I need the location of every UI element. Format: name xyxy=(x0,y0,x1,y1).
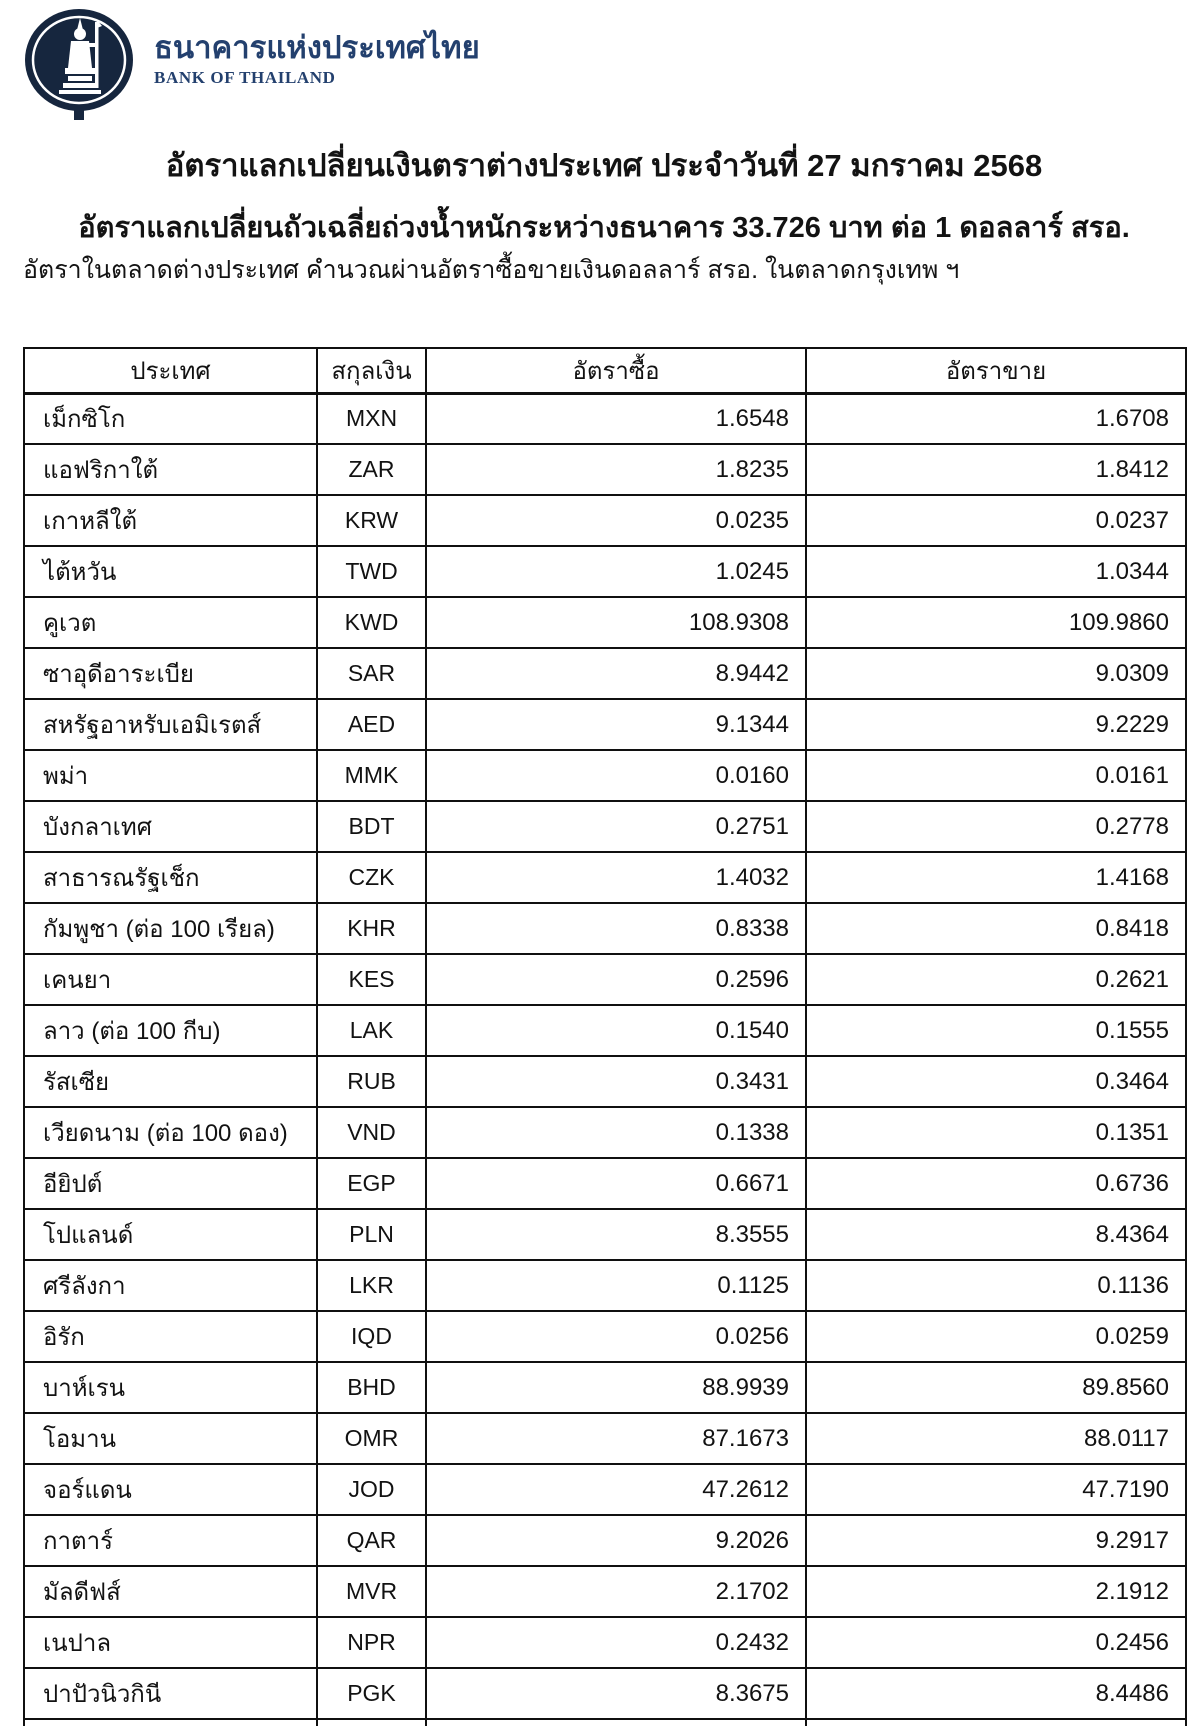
table-row xyxy=(24,444,1186,495)
table-row xyxy=(24,1362,1186,1413)
currency-code-cell: BDT xyxy=(317,801,426,852)
country-cell: มัลดีฟส์ xyxy=(24,1566,317,1617)
table-row xyxy=(24,852,1186,903)
currency-code-cell: KES xyxy=(317,954,426,1005)
sell-rate-cell: 109.9860 xyxy=(806,597,1186,648)
rate-table-header xyxy=(24,348,1186,393)
table-row xyxy=(24,954,1186,1005)
currency-code-cell: JOD xyxy=(317,1464,426,1515)
buy-rate-cell: 1.6548 xyxy=(426,393,806,444)
currency-code-cell: MVR xyxy=(317,1566,426,1617)
table-row xyxy=(24,699,1186,750)
country-cell: คูเวต xyxy=(24,597,317,648)
country-cell: ไต้หวัน xyxy=(24,546,317,597)
currency-code-cell: PLN xyxy=(317,1209,426,1260)
table-row xyxy=(24,1515,1186,1566)
brand-header xyxy=(22,8,480,125)
table-row xyxy=(24,1311,1186,1362)
currency-code-cell: AED xyxy=(317,699,426,750)
table-row xyxy=(24,801,1186,852)
sell-rate-cell: 1.4168 xyxy=(806,852,1186,903)
currency-column-header: สกุลเงิน xyxy=(317,348,426,393)
currency-code-cell: IQD xyxy=(317,1311,426,1362)
buy-rate-column-header: อัตราซื้อ xyxy=(426,348,806,393)
table-row xyxy=(24,495,1186,546)
sell-rate-cell: 8.4486 xyxy=(806,1668,1186,1719)
sell-rate-cell: 1.6708 xyxy=(806,393,1186,444)
country-cell: เวียดนาม (ต่อ 100 ดอง) xyxy=(24,1107,317,1158)
sell-rate-cell: 0.3464 xyxy=(806,1056,1186,1107)
country-cell: เนปาล xyxy=(24,1617,317,1668)
rate-table-body xyxy=(24,393,1186,1726)
sell-rate-cell: 47.7190 xyxy=(806,1464,1186,1515)
country-cell: สาธารณรัฐเช็ก xyxy=(24,852,317,903)
buy-rate-cell: 0.1338 xyxy=(426,1107,806,1158)
table-row xyxy=(24,1158,1186,1209)
currency-code-cell: EGP xyxy=(317,1158,426,1209)
country-cell: บาห์เรน xyxy=(24,1362,317,1413)
buy-rate-cell: 108.9308 xyxy=(426,597,806,648)
currency-code-cell: KHR xyxy=(317,903,426,954)
table-row xyxy=(24,1668,1186,1719)
currency-code-cell: SAR xyxy=(317,648,426,699)
table-row xyxy=(24,546,1186,597)
table-row xyxy=(24,1209,1186,1260)
country-cell: อียิปต์ xyxy=(24,1158,317,1209)
buy-rate-cell: 2.1702 xyxy=(426,1566,806,1617)
buy-rate-cell: 0.0235 xyxy=(426,495,806,546)
country-cell: ลาว (ต่อ 100 กีบ) xyxy=(24,1005,317,1056)
currency-code-cell: OMR xyxy=(317,1413,426,1464)
sell-rate-cell: 9.2917 xyxy=(806,1515,1186,1566)
table-row xyxy=(24,393,1186,444)
buy-rate-cell: 0.3431 xyxy=(426,1056,806,1107)
buy-rate-cell: 8.3555 xyxy=(426,1209,806,1260)
currency-code-cell: NPR xyxy=(317,1617,426,1668)
country-cell: ปาปัวนิวกินี xyxy=(24,1668,317,1719)
sell-rate-column-header: อัตราขาย xyxy=(806,348,1186,393)
market-note-line: อัตราในตลาดต่างประเทศ คำนวณผ่านอัตราซื้อขายเงินดอลลาร์ สรอ. ในตลาดกรุงเทพ ฯ xyxy=(23,256,960,284)
currency-code-cell: CZK xyxy=(317,852,426,903)
currency-code-cell: RUB xyxy=(317,1056,426,1107)
currency-code-cell: ZAR xyxy=(317,444,426,495)
buy-rate-cell: 1.0245 xyxy=(426,546,806,597)
currency-code-cell: QAR xyxy=(317,1515,426,1566)
buy-rate-cell: 0.2432 xyxy=(426,1617,806,1668)
buy-rate-cell: 8.9442 xyxy=(426,648,806,699)
currency-code-cell: LAK xyxy=(317,1005,426,1056)
table-row xyxy=(24,1260,1186,1311)
bank-name-english: BANK OF THAILAND xyxy=(154,67,336,87)
country-cell: บังกลาเทศ xyxy=(24,801,317,852)
sell-rate-cell: 0.1555 xyxy=(806,1005,1186,1056)
exchange-rate-table xyxy=(23,347,1187,1726)
buy-rate-cell: 9.1344 xyxy=(426,699,806,750)
country-cell: โปแลนด์ xyxy=(24,1209,317,1260)
buy-rate-cell: 9.2026 xyxy=(426,1515,806,1566)
sell-rate-cell: 89.8560 xyxy=(806,1362,1186,1413)
buy-rate-cell: 0.1540 xyxy=(426,1005,806,1056)
buy-rate-cell: 0.0160 xyxy=(426,750,806,801)
empty-clipped-cell xyxy=(806,1719,1186,1726)
buy-rate-cell: 0.1125 xyxy=(426,1260,806,1311)
empty-clipped-cell xyxy=(24,1719,317,1726)
sell-rate-cell: 0.0237 xyxy=(806,495,1186,546)
buy-rate-cell: 1.4032 xyxy=(426,852,806,903)
empty-clipped-cell xyxy=(317,1719,426,1726)
document-titles xyxy=(23,140,1185,250)
header-row xyxy=(24,348,1186,393)
country-cell: โอมาน xyxy=(24,1413,317,1464)
currency-code-cell: KRW xyxy=(317,495,426,546)
sell-rate-cell: 0.2778 xyxy=(806,801,1186,852)
buy-rate-cell: 0.2751 xyxy=(426,801,806,852)
table-row xyxy=(24,597,1186,648)
sell-rate-cell: 2.1912 xyxy=(806,1566,1186,1617)
empty-clipped-cell xyxy=(426,1719,806,1726)
currency-code-cell: VND xyxy=(317,1107,426,1158)
buy-rate-cell: 87.1673 xyxy=(426,1413,806,1464)
currency-code-cell: LKR xyxy=(317,1260,426,1311)
country-cell: เกาหลีใต้ xyxy=(24,495,317,546)
country-cell: กัมพูชา (ต่อ 100 เรียล) xyxy=(24,903,317,954)
buy-rate-cell: 0.8338 xyxy=(426,903,806,954)
country-cell: สหรัฐอาหรับเอมิเรตส์ xyxy=(24,699,317,750)
country-cell: เม็กซิโก xyxy=(24,393,317,444)
country-cell: ซาอุดีอาระเบีย xyxy=(24,648,317,699)
currency-code-cell: BHD xyxy=(317,1362,426,1413)
buy-rate-cell: 1.8235 xyxy=(426,444,806,495)
country-cell: อิรัก xyxy=(24,1311,317,1362)
currency-code-cell: MMK xyxy=(317,750,426,801)
sell-rate-cell: 0.0259 xyxy=(806,1311,1186,1362)
table-row xyxy=(24,648,1186,699)
country-cell: เคนยา xyxy=(24,954,317,1005)
document-title: อัตราแลกเปลี่ยนเงินตราต่างประเทศ ประจำวันที่ 27 มกราคม 2568 xyxy=(165,148,1043,183)
table-row xyxy=(24,1056,1186,1107)
bank-name-thai: ธนาคารแห่งประเทศไทย xyxy=(154,30,480,65)
country-cell: แอฟริกาใต้ xyxy=(24,444,317,495)
sell-rate-cell: 8.4364 xyxy=(806,1209,1186,1260)
sell-rate-cell: 0.8418 xyxy=(806,903,1186,954)
currency-code-cell: KWD xyxy=(317,597,426,648)
table-row xyxy=(24,750,1186,801)
buy-rate-cell: 0.2596 xyxy=(426,954,806,1005)
sell-rate-cell: 1.8412 xyxy=(806,444,1186,495)
table-row xyxy=(24,1107,1186,1158)
table-row xyxy=(24,1566,1186,1617)
sell-rate-cell: 0.1351 xyxy=(806,1107,1186,1158)
currency-code-cell: PGK xyxy=(317,1668,426,1719)
buy-rate-cell: 8.3675 xyxy=(426,1668,806,1719)
buy-rate-cell: 0.6671 xyxy=(426,1158,806,1209)
sell-rate-cell: 0.0161 xyxy=(806,750,1186,801)
brand-text xyxy=(154,8,480,88)
partial-clipped-row xyxy=(24,1719,1186,1726)
country-cell: กาตาร์ xyxy=(24,1515,317,1566)
sell-rate-cell: 0.6736 xyxy=(806,1158,1186,1209)
country-cell: จอร์แดน xyxy=(24,1464,317,1515)
table-row xyxy=(24,1413,1186,1464)
sell-rate-cell: 9.2229 xyxy=(806,699,1186,750)
country-cell: รัสเซีย xyxy=(24,1056,317,1107)
buy-rate-cell: 88.9939 xyxy=(426,1362,806,1413)
country-cell: ศรีลังกา xyxy=(24,1260,317,1311)
buy-rate-cell: 47.2612 xyxy=(426,1464,806,1515)
sell-rate-cell: 0.2621 xyxy=(806,954,1186,1005)
weighted-average-rate-line: อัตราแลกเปลี่ยนถัวเฉลี่ยถ่วงน้ำหนักระหว่างธนาคาร 33.726 บาท ต่อ 1 ดอลลาร์ สรอ. xyxy=(78,212,1130,244)
sell-rate-cell: 1.0344 xyxy=(806,546,1186,597)
currency-code-cell: MXN xyxy=(317,393,426,444)
sell-rate-cell: 0.1136 xyxy=(806,1260,1186,1311)
country-cell: พม่า xyxy=(24,750,317,801)
sell-rate-cell: 88.0117 xyxy=(806,1413,1186,1464)
table-row xyxy=(24,903,1186,954)
sell-rate-cell: 0.2456 xyxy=(806,1617,1186,1668)
country-column-header: ประเทศ xyxy=(24,348,317,393)
currency-code-cell: TWD xyxy=(317,546,426,597)
bank-of-thailand-emblem-icon xyxy=(22,8,138,125)
table-row xyxy=(24,1617,1186,1668)
table-row xyxy=(24,1464,1186,1515)
sell-rate-cell: 9.0309 xyxy=(806,648,1186,699)
buy-rate-cell: 0.0256 xyxy=(426,1311,806,1362)
table-row xyxy=(24,1005,1186,1056)
